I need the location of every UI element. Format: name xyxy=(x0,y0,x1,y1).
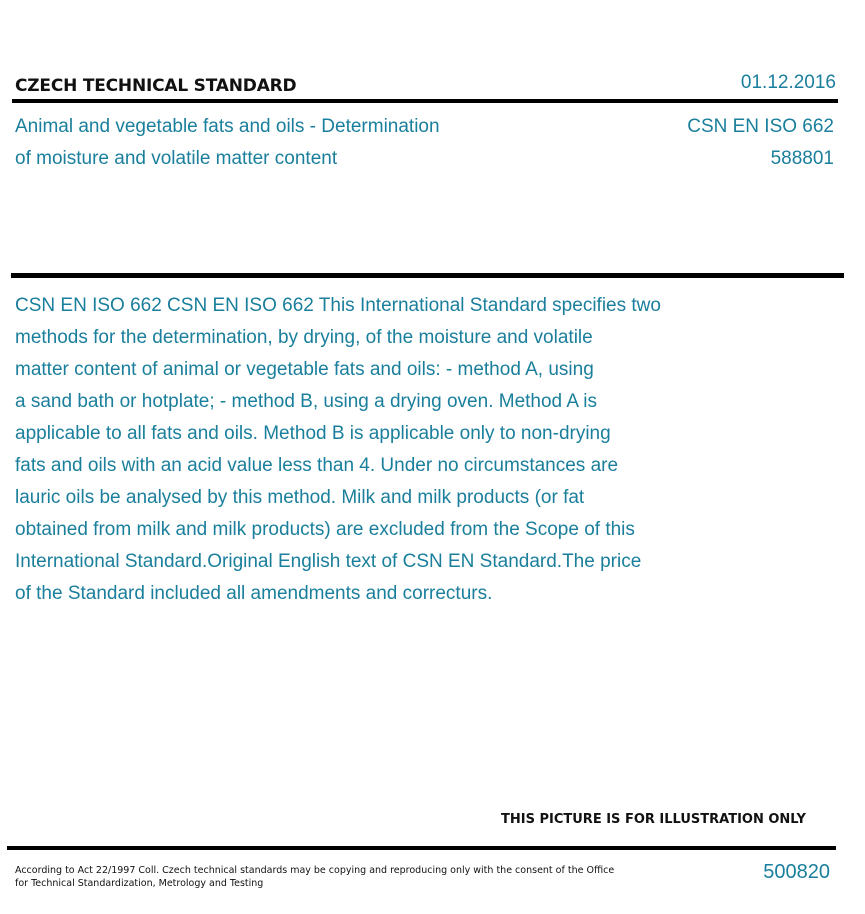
abstract-line: of the Standard included all amendments and correcturs. xyxy=(15,583,493,604)
illustration-disclaimer: THIS PICTURE IS FOR ILLUSTRATION ONLY xyxy=(501,812,806,827)
abstract-line: methods for the determination, by drying, of the moisture and volatile xyxy=(15,327,593,348)
legal-notice-line: for Technical Standardization, Metrology and Testing xyxy=(15,878,264,889)
standard-title-line-2: of moisture and volatile matter content xyxy=(15,148,338,169)
footer-divider xyxy=(7,846,836,850)
standard-designation: CSN EN ISO 662 xyxy=(687,116,834,137)
document-header-title: CZECH TECHNICAL STANDARD xyxy=(15,76,297,96)
abstract-line: obtained from milk and milk products) are excluded from the Scope of this xyxy=(15,519,635,540)
abstract-line: fats and oils with an acid value less than 4. Under no circumstances are xyxy=(15,455,619,476)
publication-date: 01.12.2016 xyxy=(740,72,836,93)
legal-notice-line: According to Act 22/1997 Coll. Czech technical standards may be copying and reproducing only with the consent of the Office xyxy=(15,865,615,876)
header-divider xyxy=(12,99,838,103)
abstract-line: matter content of animal or vegetable fats and oils: - method A, using xyxy=(15,359,594,380)
standard-class-code: 588801 xyxy=(770,148,834,169)
abstract-line: lauric oils be analysed by this method. Milk and milk products (or fat xyxy=(15,487,585,508)
abstract-line: International Standard.Original English text of CSN EN Standard.The price xyxy=(15,551,642,572)
catalog-number: 500820 xyxy=(763,861,830,883)
section-divider xyxy=(11,273,844,278)
abstract-text xyxy=(15,290,775,610)
abstract-line: CSN EN ISO 662 CSN EN ISO 662 This International Standard specifies two xyxy=(15,295,661,316)
abstract-line: a sand bath or hotplate; - method B, using a drying oven. Method A is xyxy=(15,391,597,412)
legal-notice xyxy=(15,864,615,890)
standard-title-line-1: Animal and vegetable fats and oils - Determination xyxy=(15,116,440,137)
abstract-line: applicable to all fats and oils. Method B is applicable only to non-drying xyxy=(15,423,611,444)
